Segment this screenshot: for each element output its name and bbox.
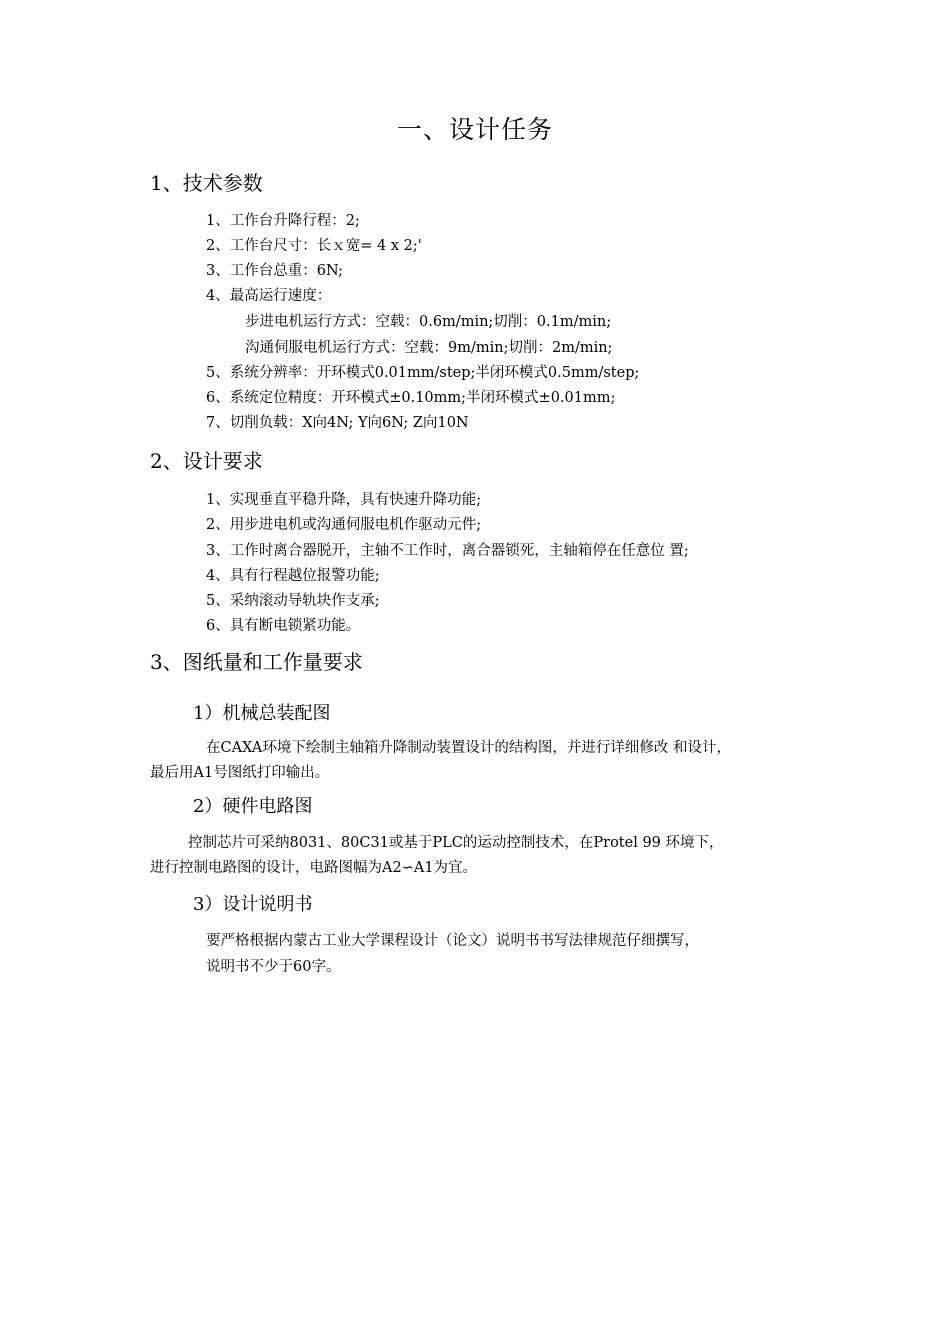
list-item: 5、系统分辨率：开环模式0.01mm/step;半闭环模式0.5mm/step; [206,365,640,381]
list-subitem: 沟通伺服电机运行方式：空载：9m/min;切削：2m/min; [245,340,613,356]
list-item: 5、采纳滚动导轨块作支承; [206,593,380,609]
list-item: 2、用步进电机或沟通伺服电机作驱动元件; [206,517,482,533]
paragraph-line: 说明书不少于60字。 [206,959,341,975]
list-item: 6、系统定位精度：开环模式±0.10mm;半闭环模式±0.01mm; [206,390,616,406]
page-title: 一、设计任务 [396,115,553,144]
list-item: 1、工作台升降行程：2; [206,213,360,229]
section-heading-design-requirements: 2、设计要求 [150,449,263,473]
subsection-heading-design-manual: 3）设计说明书 [193,894,313,915]
list-item: 2、工作台尺寸：长ｘ宽= 4 x 2;' [206,238,422,254]
list-item: 3、工作台总重：6N; [206,263,344,279]
paragraph-line: 在CAXA环境下绘制主轴箱升降制动装置设计的结构图，并进行详细修改 和设计， [206,740,731,756]
section-heading-technical-parameters: 1、技术参数 [150,171,263,195]
paragraph-line: 要严格根据内蒙古工业大学课程设计（论文）说明书书写法律规范仔细撰写， [206,933,699,949]
list-item: 4、最高运行速度： [206,288,332,304]
list-subitem: 步进电机运行方式：空载：0.6m/min;切削：0.1m/min; [245,314,612,330]
subsection-heading-circuit-diagram: 2）硬件电路图 [193,796,313,817]
subsection-heading-assembly-drawing: 1）机械总装配图 [193,703,331,724]
list-item: 7、切削负载：X向4N; Y向6N; Z向10N [206,415,469,431]
paragraph-line: 进行控制电路图的设计，电路图幅为A2∽A1为宜。 [150,860,478,876]
section-heading-drawings-workload: 3、图纸量和工作量要求 [150,650,363,674]
list-item: 4、具有行程越位报警功能; [206,568,380,584]
list-item: 6、具有断电锁紧功能。 [206,618,361,634]
list-item: 3、工作时离合器脱开，主轴不工作时，离合器锁死，主轴箱停在任意位 置; [206,543,689,559]
list-item: 1、实现垂直平稳升降，具有快速升降功能; [206,492,482,508]
paragraph-line: 控制芯片可采纳8031、80C31或基于PLC的运动控制技术，在Protel 99 环境下， [188,835,724,851]
paragraph-line: 最后用A1号图纸打印输出。 [150,765,330,781]
